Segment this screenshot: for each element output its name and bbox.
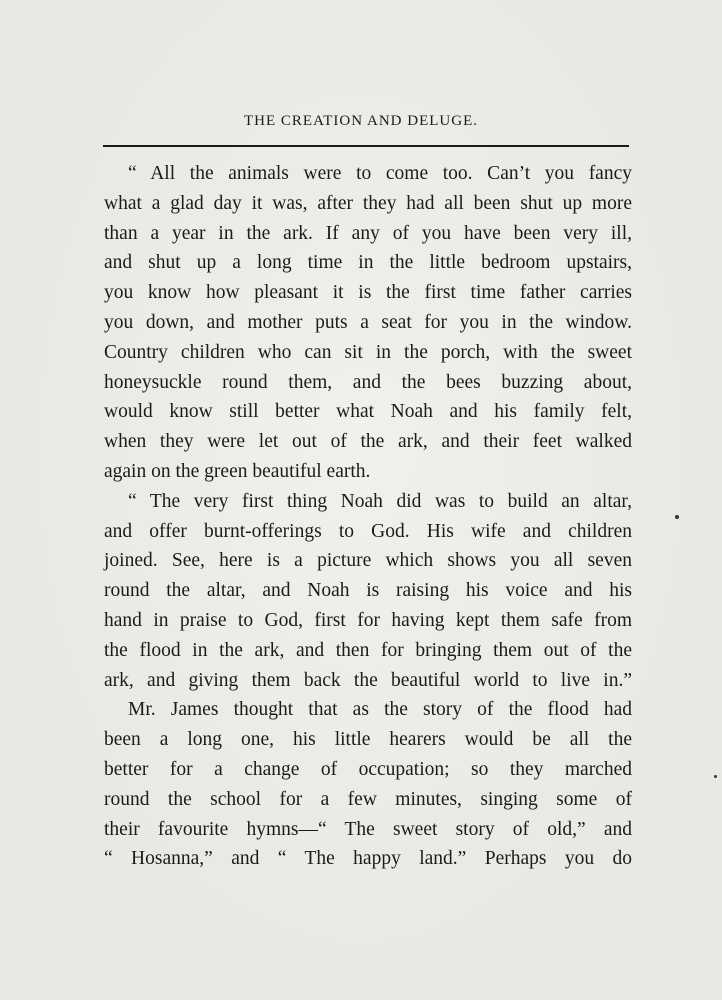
text-line: you know how pleasant it is the first time father carries bbox=[104, 282, 632, 304]
text-line: hand in praise to God, first for having kept them safe from bbox=[104, 609, 632, 631]
text-line: joined. See, here is a picture which shows you all seven bbox=[104, 550, 632, 572]
text-line: what a glad day it was, after they had all been shut up more bbox=[104, 192, 632, 214]
text-line: round the altar, and Noah is raising his voice and his bbox=[104, 580, 632, 602]
text-line: round the school for a few minutes, singing some of bbox=[104, 788, 632, 810]
text-line: been a long one, his little hearers would be all the bbox=[104, 729, 632, 751]
body-text bbox=[104, 159, 632, 874]
text-line: Mr. James thought that as the story of the flood had bbox=[128, 699, 632, 721]
text-line: and shut up a long time in the little bedroom upstairs, bbox=[104, 252, 632, 274]
text-line: honeysuckle round them, and the bees buzzing about, bbox=[104, 371, 632, 393]
text-line: than a year in the ark. If any of you have been very ill, bbox=[104, 222, 632, 244]
text-line: better for a change of occupation; so they marched bbox=[104, 758, 632, 780]
text-line: “ Hosanna,” and “ The happy land.” Perhaps you do bbox=[104, 848, 632, 870]
running-head: THE CREATION AND DELUGE. bbox=[244, 113, 478, 129]
text-line: and offer burnt-offerings to God. His wife and children bbox=[104, 520, 632, 542]
header-rule bbox=[103, 145, 629, 147]
ink-speck bbox=[675, 515, 679, 519]
text-line: when they were let out of the ark, and their feet walked bbox=[104, 431, 632, 453]
ink-speck bbox=[714, 775, 717, 778]
text-line: their favourite hymns—“ The sweet story of old,” and bbox=[104, 818, 632, 840]
text-line: “ All the animals were to come too. Can’t you fancy bbox=[128, 163, 632, 184]
text-line: again on the green beautiful earth. bbox=[104, 460, 371, 482]
text-line: ark, and giving them back the beautiful world to live in.” bbox=[104, 669, 632, 691]
text-line: would know still better what Noah and his family felt, bbox=[104, 401, 632, 423]
text-line: the flood in the ark, and then for bringing them out of the bbox=[104, 639, 632, 661]
text-line: Country children who can sit in the porch, with the sweet bbox=[104, 341, 632, 363]
text-line: you down, and mother puts a seat for you in the window. bbox=[104, 311, 632, 333]
text-line: “ The very first thing Noah did was to build an altar, bbox=[128, 490, 632, 512]
